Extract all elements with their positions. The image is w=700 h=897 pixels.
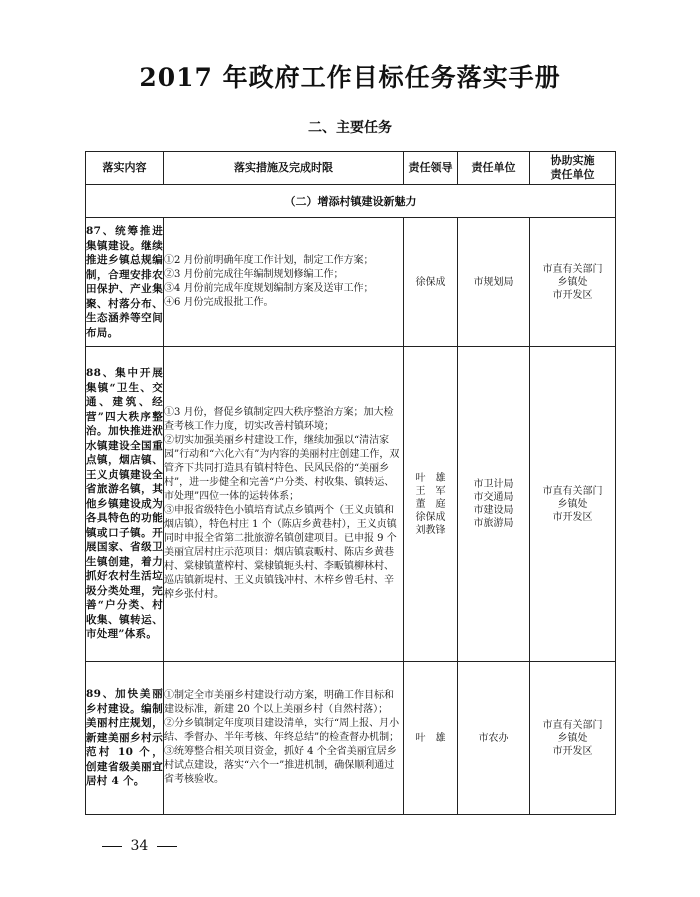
page-dash-right — [157, 846, 177, 847]
unit-name: 市规划局 — [473, 276, 514, 288]
task-measures — [164, 218, 404, 347]
leader-name: 徐保成 — [415, 276, 446, 288]
header-content: 落实内容 — [86, 152, 164, 185]
leader-name: 叶 雄 — [415, 472, 446, 484]
responsible-leader — [404, 662, 458, 815]
task-item: 89、加快美丽乡村建设。编制美丽村庄规划，新建美丽乡村示范村 10 个，创建省级美丽宜居村 4 个。 — [86, 662, 164, 815]
page-dash-left — [102, 846, 122, 847]
subsection-row — [86, 185, 616, 218]
header-assist: 协助实施 责任单位 — [530, 152, 616, 185]
measure-line: ③统筹整合相关项目资金，抓好 4 个全省美丽宜居乡村试点建设，落实“六个一”推进机制，确保顺利通过省考核验收。 — [164, 746, 397, 785]
measure-line: ③申报省级特色小镇培育试点乡镇两个（王义贞镇和烟店镇），特色村庄 1 个（陈店乡黄巷村），王义贞镇同时申报全省第二批旅游名镇创建项目。已申报 9 个美丽宜居村庄示范项目：烟店镇袁畈村、陈店乡黄巷村、棠棣镇董榨村、棠棣镇轭头村、李畈镇柳林村、巡店镇新堤村、王义贞镇钱冲村、木梓乡曾毛村、辛榨乡张付村。 — [164, 505, 397, 600]
header-unit: 责任单位 — [458, 152, 530, 185]
leader-name: 董 庭 — [415, 498, 446, 510]
assist-unit: 市直有关部门 — [542, 719, 603, 731]
task-item: 87、统筹推进集镇建设。继续推进乡镇总规编制，合理安排农田保护、产业集聚、村落分布、生态涵养等空间布局。 — [86, 218, 164, 347]
unit-name: 市农办 — [478, 732, 509, 744]
leader-name: 王 军 — [415, 485, 446, 497]
table-row — [86, 347, 616, 662]
header-measures: 落实措施及完成时限 — [164, 152, 404, 185]
assist-unit: 市直有关部门 — [542, 263, 603, 275]
assist-unit: 市开发区 — [552, 289, 593, 301]
section-heading: 二、主要任务 — [308, 120, 392, 136]
task-measures — [164, 347, 404, 662]
measure-line: ②3 月份前完成往年编制规划修编工作； — [164, 269, 344, 280]
table-header-row — [86, 152, 616, 185]
assisting-units — [530, 662, 616, 815]
measure-line: ④6 月份完成报批工作。 — [164, 297, 274, 308]
responsible-leader — [404, 347, 458, 662]
measure-line: ①3 月份，督促乡镇制定四大秩序整治方案；加大检查考核工作力度，切实改善村镇环境； — [164, 407, 394, 432]
task-measures — [164, 662, 404, 815]
unit-name: 市建设局 — [473, 505, 514, 516]
table-row — [86, 662, 616, 815]
document-title: 2017 年政府工作目标任务落实手册 — [139, 63, 561, 92]
responsible-unit — [458, 347, 530, 662]
unit-name: 市旅游局 — [473, 518, 514, 529]
assist-unit: 市开发区 — [552, 511, 593, 523]
assist-unit: 市直有关部门 — [542, 485, 603, 497]
assist-unit: 乡镇处 — [557, 732, 588, 744]
header-leader: 责任领导 — [404, 152, 458, 185]
table-row — [86, 218, 616, 347]
leader-name: 刘教锋 — [415, 524, 446, 536]
unit-name: 市交通局 — [473, 492, 514, 503]
responsible-unit — [458, 662, 530, 815]
measure-line: ①制定全市美丽乡村建设行动方案，明确工作目标和建设标准，新建 20 个以上美丽乡村（自然村落）； — [164, 690, 394, 715]
measure-line: ②切实加强美丽乡村建设工作，继续加强以“清洁家园”行动和“六化六有”为内容的美丽村庄创建工作，双管齐下共同打造具有镇村特色、民风民俗的“美丽乡村”，进一步健全和完善“户分类、村收集、镇转运、市处理”四位一体的运转体系； — [164, 435, 400, 502]
assisting-units — [530, 218, 616, 347]
responsible-leader — [404, 218, 458, 347]
assist-unit: 乡镇处 — [557, 276, 588, 288]
measure-line: ②分乡镇制定年度项目建设清单，实行“周上报、月小结、季督办、半年考核、年终总结”的检查督办机制； — [164, 718, 400, 743]
page-number — [98, 838, 181, 854]
assist-unit: 乡镇处 — [557, 498, 588, 510]
page-number-value: 34 — [130, 838, 149, 854]
leader-name: 叶 雄 — [415, 732, 446, 744]
unit-name: 市卫计局 — [473, 479, 514, 490]
responsible-unit — [458, 218, 530, 347]
assist-unit: 市开发区 — [552, 745, 593, 757]
measure-line: ①2 月份前明确年度工作计划，制定工作方案； — [164, 255, 374, 266]
task-table — [85, 151, 616, 815]
measure-line: ③4 月份前完成年度规划编制方案及送审工作； — [164, 283, 374, 294]
task-item: 88、集中开展集镇“卫生、交通、建筑、经营”四大秩序整治。加快推进洑水镇建设全国重点镇，烟店镇、王义贞镇建设全省旅游名镇，其他乡镇建设成为各具特色的功能镇或口子镇。开展国家、省级卫生镇创建，着力抓好农村生活垃圾分类处理，完善“户分类、村收集、镇转运、市处理”体系。 — [86, 347, 164, 662]
subsection-title: （二）增添村镇建设新魅力 — [86, 185, 616, 218]
leader-name: 徐保成 — [415, 511, 446, 523]
assisting-units — [530, 347, 616, 662]
